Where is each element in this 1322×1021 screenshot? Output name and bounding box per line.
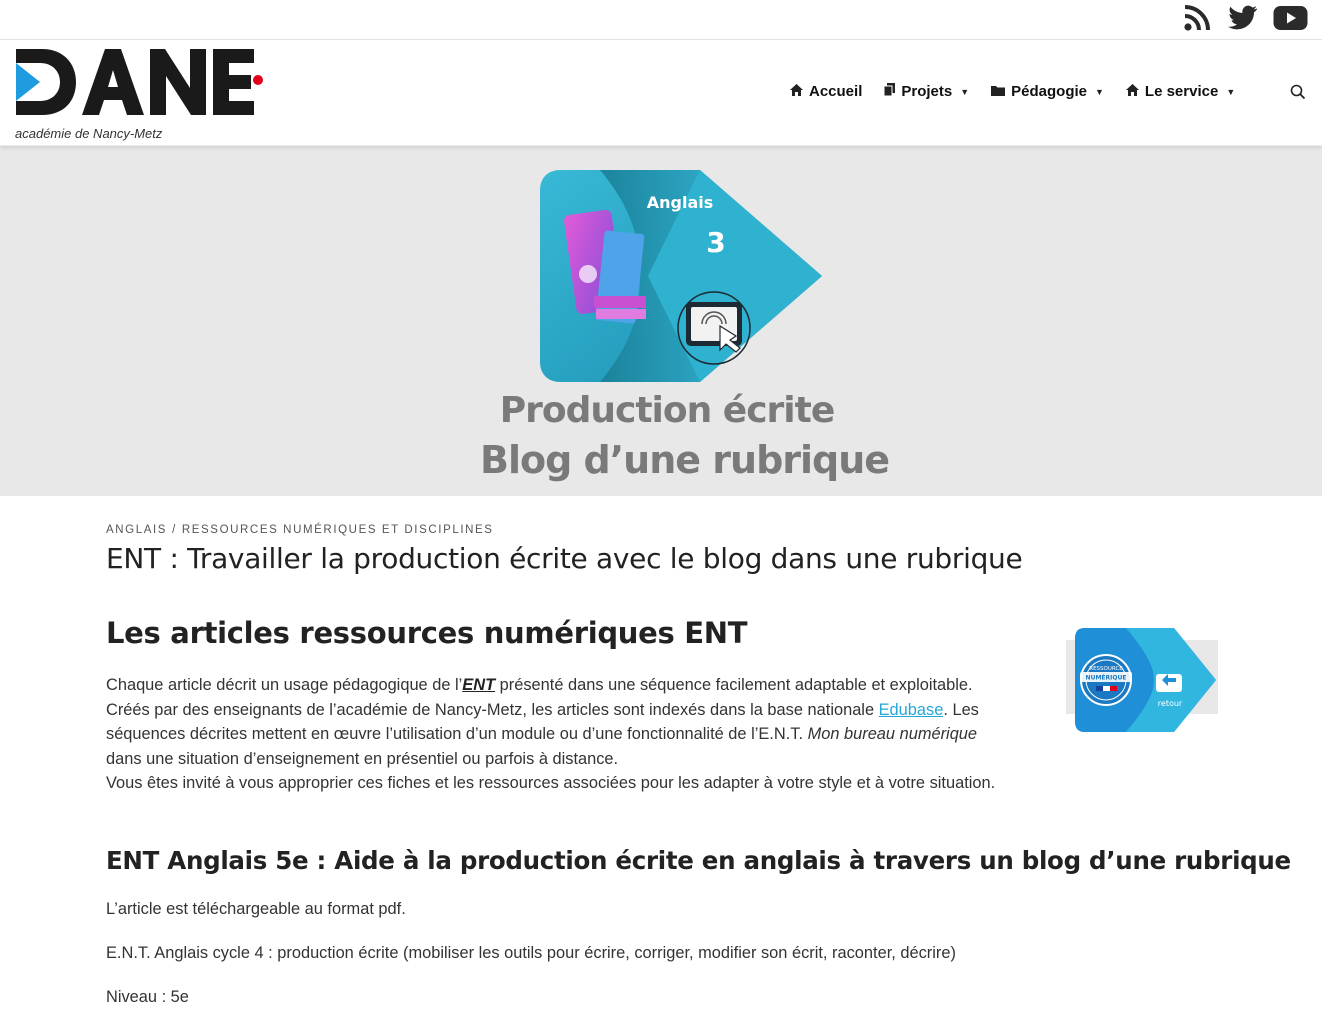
chevron-down-icon: ▼ [960, 86, 970, 97]
para-text: présenté dans une séquence facilement adaptable et exploitable. Créés par des enseignants de l’académie de Nancy-Metz, les articles sont indexés dans la base nationale [106, 676, 973, 719]
mon-bureau-numerique: Mon bureau numérique [807, 725, 978, 743]
nav-label: Le service [1144, 83, 1219, 100]
chevron-down-icon: ▼ [1226, 86, 1236, 97]
nav-pedagogie[interactable] [991, 83, 1104, 100]
dane-logo[interactable] [14, 48, 274, 140]
ressource-badge-graphic [1066, 626, 1218, 734]
dane-logo-mark [14, 48, 266, 118]
hero-banner [0, 146, 1322, 496]
home-icon [790, 83, 803, 100]
chevron-down-icon: ▼ [1095, 86, 1104, 97]
badge-line1: RESSOURCE [1089, 666, 1123, 672]
breadcrumb [106, 524, 494, 536]
home-icon [1126, 83, 1139, 100]
search-button[interactable] [1290, 84, 1306, 105]
nav-projets[interactable] [884, 83, 969, 100]
section-title: Les articles ressources numériques ENT [106, 616, 748, 650]
rss-icon[interactable] [1183, 4, 1211, 32]
para-text: dans une situation d’enseignement en présentiel ou parfois à distance. [106, 749, 619, 768]
ent-link[interactable]: ENT [462, 676, 496, 694]
category-link-ressources[interactable]: RESSOURCES NUMÉRIQUES ET DISCIPLINES [181, 524, 494, 536]
twitter-icon[interactable] [1227, 4, 1258, 32]
nav-le-service[interactable] [1126, 83, 1235, 100]
download-note: L’article est téléchargeable au format pdf. [106, 900, 406, 918]
hero-title-line2: Blog d’une rubrique [480, 438, 890, 482]
logo-subtitle: académie de Nancy-Metz [15, 126, 163, 141]
hero-number: 3 [706, 226, 726, 259]
main-nav [790, 83, 1257, 100]
badge-line2: NUMÉRIQUE [1085, 674, 1127, 682]
page-title: ENT : Travailler la production écrite avec le blog dans une rubrique [106, 542, 1023, 575]
intro-paragraph [106, 673, 1006, 796]
ressource-numerique-badge[interactable] [1066, 626, 1218, 734]
edubase-link[interactable]: Edubase [878, 700, 944, 719]
category-separator: / [172, 524, 177, 536]
nav-label: Accueil [809, 83, 863, 100]
para-text: Vous êtes invité à vous approprier ces fiches et les ressources associées pour les adapter à votre style et à votre situation. [106, 774, 996, 792]
para-text: . Les séquences décrites mettent en œuvre l’utilisation d’un module ou d’une fonctionnalité de l’E.N.T. [106, 700, 979, 743]
folder-icon [991, 83, 1005, 100]
social-bar [0, 0, 1322, 40]
nav-label: Pédagogie [1011, 83, 1087, 100]
hero-title-line1: Production écrite [499, 390, 835, 431]
nav-label: Projets [901, 83, 953, 100]
article-subtitle: ENT Anglais 5e : Aide à la production écrite en anglais à travers un blog d’une rubrique [106, 846, 1291, 875]
nav-accueil[interactable] [790, 83, 862, 100]
badge-return: retour [1157, 699, 1183, 708]
site-header [0, 40, 1322, 146]
hero-subject: Anglais [646, 193, 714, 212]
hero-illustration [530, 166, 830, 392]
category-link-anglais[interactable]: ANGLAIS [106, 524, 168, 536]
level-info: Niveau : 5e [106, 988, 189, 1006]
documents-icon [884, 83, 895, 100]
search-icon [1290, 84, 1306, 100]
youtube-icon[interactable] [1273, 4, 1308, 32]
para-text: Chaque article décrit un usage pédagogique de l’ [106, 676, 463, 694]
cycle-description: E.N.T. Anglais cycle 4 : production écrite (mobiliser les outils pour écrire, corriger, modifier son écrit, raconter, décrire) [106, 944, 956, 962]
